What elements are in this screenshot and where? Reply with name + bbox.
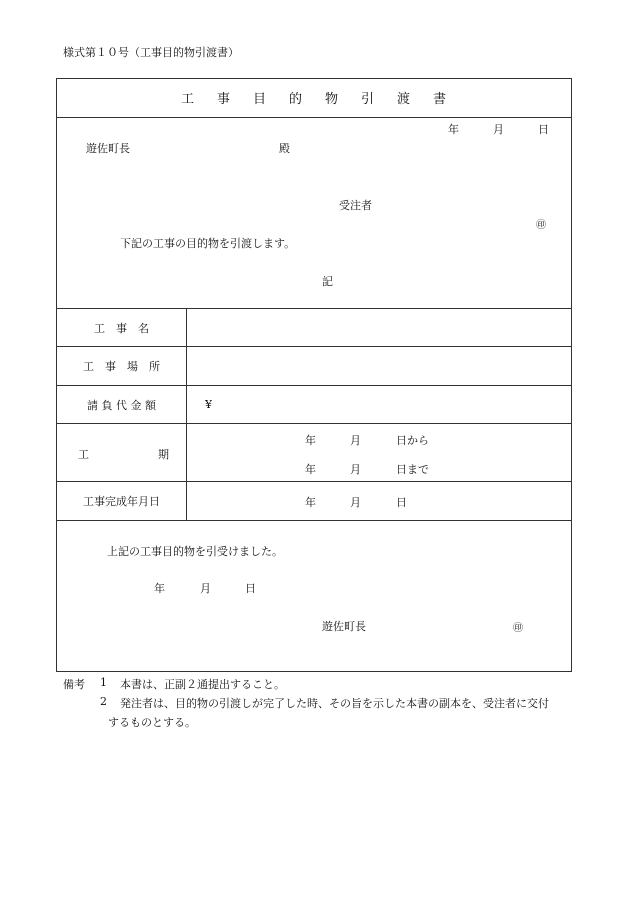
contract-amount-value: ¥ xyxy=(205,398,212,411)
receipt-month: 月 xyxy=(200,582,211,595)
period-from-day: 日から xyxy=(396,434,429,447)
period-to-day: 日まで xyxy=(396,463,429,476)
divider xyxy=(56,117,572,118)
title-char: 工 xyxy=(180,92,195,107)
title-char: 事 xyxy=(216,92,231,107)
date-month: 月 xyxy=(493,123,504,136)
receipt-statement: 上記の工事目的物を引受けました。 xyxy=(107,545,283,558)
completion-month: 月 xyxy=(350,496,361,509)
document-title xyxy=(56,88,572,107)
remark-number: 1 xyxy=(100,676,107,689)
recipient: 遊佐町長 xyxy=(86,142,130,155)
title-char: 渡 xyxy=(397,92,412,107)
construction-location-label: 工 事 場 所 xyxy=(83,360,160,373)
period-label-1: 工 xyxy=(78,448,89,461)
contract-amount-label: 請 負 代 金 額 xyxy=(87,398,156,412)
title-char: 的 xyxy=(288,92,303,107)
remark-text: 発注者は、目的物の引渡しが完了した時、その旨を示した本書の副本を、受注者に交付 xyxy=(120,697,549,710)
remark-number: 2 xyxy=(100,695,107,708)
remark-text: 本書は、正副２通提出すること。 xyxy=(120,678,285,691)
period-to-month: 月 xyxy=(350,463,361,476)
period-from-year: 年 xyxy=(305,434,316,447)
completion-day: 日 xyxy=(396,496,407,509)
divider xyxy=(56,423,572,424)
receipt-seal: ㊞ xyxy=(513,623,523,634)
column-divider xyxy=(186,308,187,520)
title-char: 書 xyxy=(433,92,448,107)
remarks-label: 備考 xyxy=(63,678,85,691)
date-year: 年 xyxy=(448,123,459,136)
period-label-2: 期 xyxy=(158,448,169,461)
transfer-statement: 下記の工事の目的物を引渡します。 xyxy=(120,237,296,250)
receipt-year: 年 xyxy=(154,582,165,595)
receipt-signer: 遊佐町長 xyxy=(322,620,366,633)
ki-label: 記 xyxy=(322,275,333,288)
title-char: 引 xyxy=(361,92,376,107)
seal-mark: ㊞ xyxy=(536,220,546,231)
completion-year: 年 xyxy=(305,496,316,509)
remark-continuation: するものとする。 xyxy=(108,716,196,729)
completion-date-label: 工事完成年月日 xyxy=(83,495,160,508)
honorific: 殿 xyxy=(279,142,290,155)
period-from-month: 月 xyxy=(350,434,361,447)
title-char: 目 xyxy=(252,92,267,107)
contractor-label: 受注者 xyxy=(339,199,372,212)
period-to-year: 年 xyxy=(305,463,316,476)
construction-name-label: 工 事 名 xyxy=(94,321,149,335)
divider xyxy=(56,520,572,521)
receipt-day: 日 xyxy=(245,582,256,595)
date-day: 日 xyxy=(538,123,549,136)
title-char: 物 xyxy=(325,92,340,107)
form-number-label: 様式第１０号（工事目的物引渡書） xyxy=(63,46,239,59)
